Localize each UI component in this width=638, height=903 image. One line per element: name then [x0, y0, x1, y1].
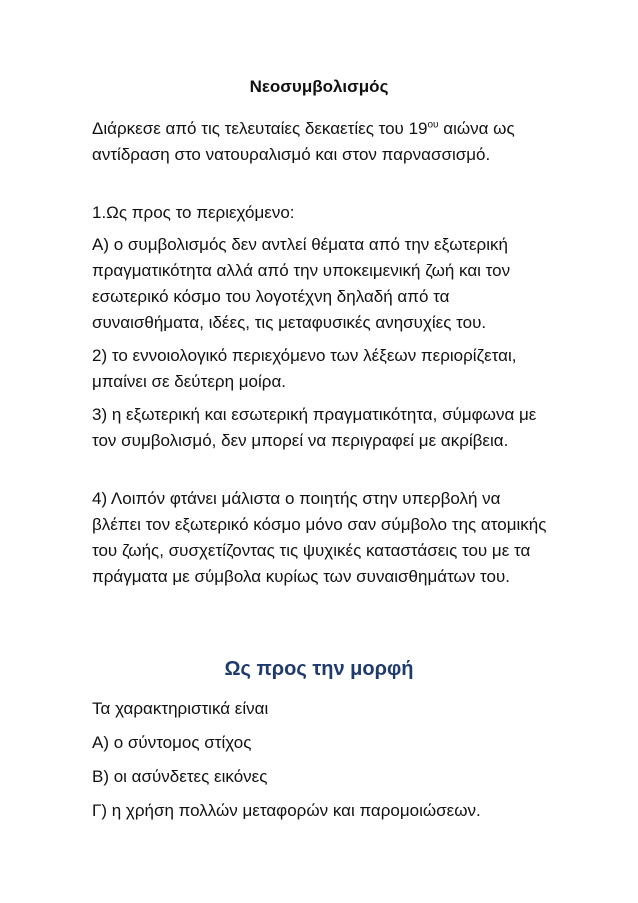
form-intro: Τα χαρακτηριστικά είναι: [92, 699, 269, 718]
content-point-2: 2) το εννοιολογικό περιεχόμενο των λέξεων περιορίζεται, μπαίνει σε δεύτερη μοίρα.: [92, 346, 517, 391]
form-point-b: Β) οι ασύνδετες εικόνες: [92, 767, 268, 786]
form-point-c: Γ) η χρήση πολλών μεταφορών και παρομοιώσεων.: [92, 801, 481, 820]
intro-text-start: Διάρκεσε από τις τελευταίες δεκαετίες του 19: [92, 119, 428, 138]
intro-superscript: ου: [427, 119, 439, 131]
form-heading: Ως προς την μορφή: [224, 658, 414, 680]
intro-text-end: αιώνα ως αντίδραση στο νατουραλισμό και στον παρνασσισμό.: [92, 119, 515, 164]
content-point-a: Α) ο συμβολισμός δεν αντλεί θέματα από την εξωτερική πραγματικότητα αλλά από την υποκειμενική ζωή και τον εσωτερικό κόσμο του λογοτέχνη δηλαδή από τα συναισθήματα, ιδέες, τις μεταφυσικές ανησυχίες του.: [92, 235, 511, 332]
content-point-4: 4) Λοιπόν φτάνει μάλιστα ο ποιητής στην υπερβολή να βλέπει τον εξωτερικό κόσμο μόνο σαν σύμβολο της ατομικής του ζωής, συσχετίζοντας τις ψυχικές καταστάσεις του με τα πράγματα με σύμβολα κυρίως των συναισθημάτων του.: [92, 489, 547, 586]
form-point-a: Α) ο σύντομος στίχος: [92, 733, 252, 752]
content-heading: 1.Ως προς το περιεχόμενο:: [92, 203, 295, 222]
content-point-3: 3) η εξωτερική και εσωτερική πραγματικότητα, σύμφωνα με τον συμβολισμό, δεν μπορεί να περιγραφεί με ακρίβεια.: [92, 405, 537, 450]
intro-paragraph: [92, 116, 552, 168]
document-title: Νεοσυμβολισμός: [249, 77, 389, 96]
